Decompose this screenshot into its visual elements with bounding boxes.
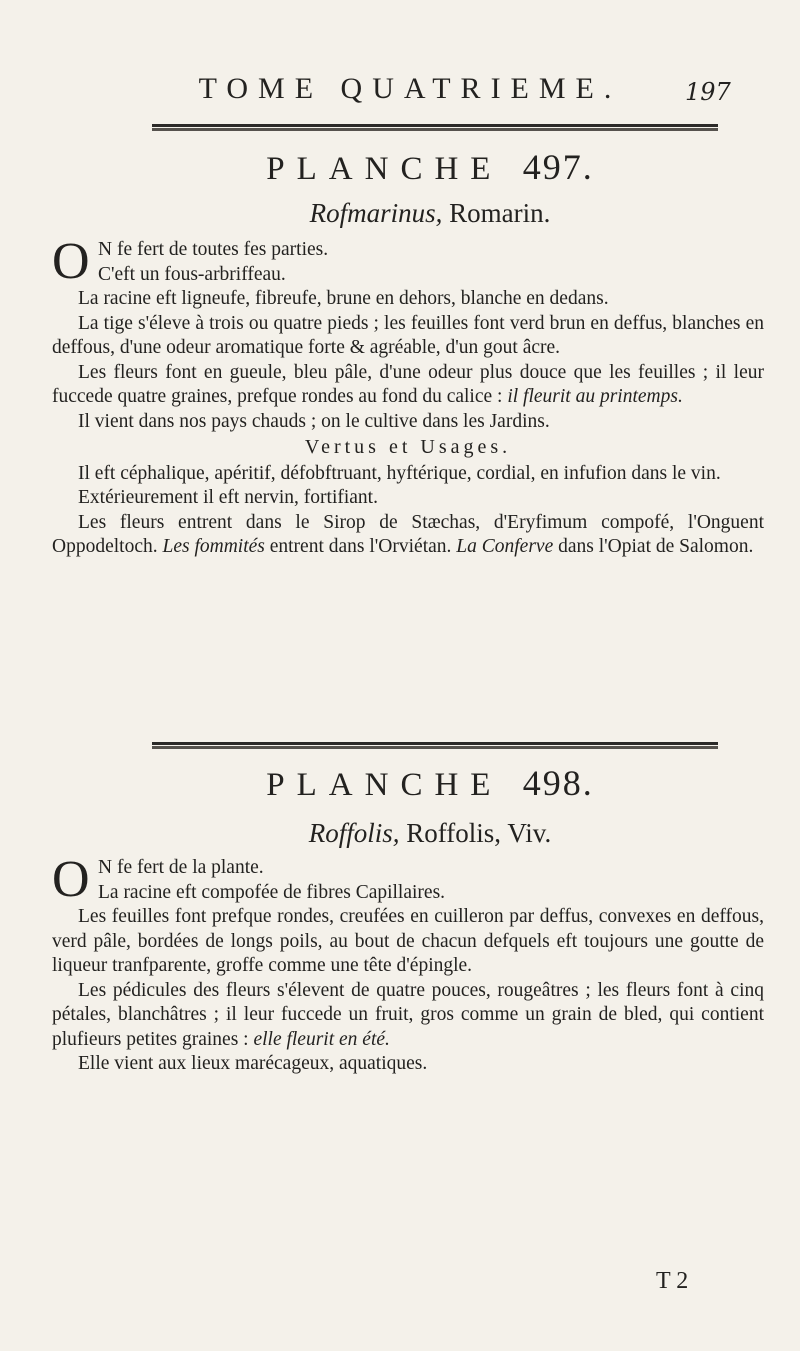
italic-term: Les fommités (162, 536, 265, 557)
latin-name: Roffolis, (308, 818, 400, 848)
paragraph: La racine eft ligneufe, fibreufe, brune en dehors, blanche en dedans. (78, 288, 609, 309)
paragraph-text: Les fleurs entrent dans le Sirop de Stæchas, d'Eryfimum compofé, l'Onguent Oppodeltoch. (52, 511, 764, 557)
paragraph-text: N fe fert de toutes fes parties. (98, 239, 329, 260)
paragraph: Extérieurement il eft nervin, fortifiant. (78, 487, 378, 508)
plate-description (52, 233, 764, 560)
plant-name (0, 198, 800, 229)
plate-description (52, 851, 764, 1077)
paragraph-text: Les fleurs font en gueule, bleu pâle, d'une odeur plus douce que les feuilles ; il leur fuccede quatre graines, prefque rondes au fond du calice : (52, 361, 764, 407)
paragraph (52, 263, 764, 288)
plate-heading-label: PLANCHE (266, 767, 503, 803)
paragraph-text: La racine eft compofée de fibres Capillaires. (98, 881, 446, 903)
italic-term: La Conferve (456, 536, 554, 557)
paragraph (52, 361, 764, 410)
running-head: TOME QUATRIEME. (198, 72, 622, 105)
flowering-time: elle fleurit en été. (253, 1028, 390, 1050)
page-number: 197 (685, 78, 731, 106)
paragraph: Il eft céphalique, apéritif, défobftruant, hyftérique, cordial, en infufion dans le vin. (78, 462, 721, 484)
plate-heading (0, 146, 800, 188)
paragraph (52, 881, 764, 906)
paragraph-text: C'eft un fous-arbriffeau. (98, 263, 286, 285)
paragraph: Les feuilles font prefque rondes, creufées en cuilleron par deffus, convexes en deffous, verd pâle, bordées de longs poils, au bout de chacun defquels eft toujours une goutte de liqueur tranfparente, groffe comme une tête d'épingle. (52, 906, 764, 976)
flowering-time: il fleurit au printemps. (507, 386, 683, 407)
paragraph-text: Les pédicules des fleurs s'élevent de quatre pouces, rougeâtres ; les fleurs font à cinq pétales, blanchâtres ; il leur fuccede un fruit, gros comme un grain de bled, qui contient plufieurs petites graines : (52, 979, 764, 1050)
plate-number: 498. (522, 763, 594, 803)
drop-cap: O (52, 851, 90, 908)
common-name: Romarin. (449, 198, 551, 228)
paragraph-text: dans l'Opiat de Salomon. (558, 536, 754, 557)
paragraph-text: entrent dans l'Orviétan. (269, 536, 452, 557)
paragraph-text: N fe fert de la plante. (98, 857, 264, 878)
drop-cap: O (52, 233, 90, 290)
plant-name (0, 818, 800, 849)
latin-name: Rofmarinus, (309, 198, 443, 228)
signature-mark: T 2 (656, 1268, 689, 1294)
plate-heading-label: PLANCHE (266, 151, 503, 187)
paragraph: La tige s'éleve à trois ou quatre pieds ; les feuilles font verd brun en deffus, blanches en deffous, d'une odeur aromatique forte & agréable, d'un gout âcre. (52, 312, 764, 358)
common-name: Roffolis, Viv. (406, 818, 552, 848)
ornamental-rule (152, 742, 718, 749)
paragraph: Elle vient aux lieux marécageux, aquatiques. (78, 1053, 428, 1074)
ornamental-rule (152, 124, 718, 131)
paragraph (52, 979, 764, 1053)
plate-number: 497. (522, 147, 594, 187)
paragraph (52, 511, 764, 560)
paragraph: Il vient dans nos pays chauds ; on le cultive dans les Jardins. (78, 410, 550, 432)
section-heading: Vertus et Usages. (304, 436, 512, 458)
plate-heading (0, 762, 800, 804)
